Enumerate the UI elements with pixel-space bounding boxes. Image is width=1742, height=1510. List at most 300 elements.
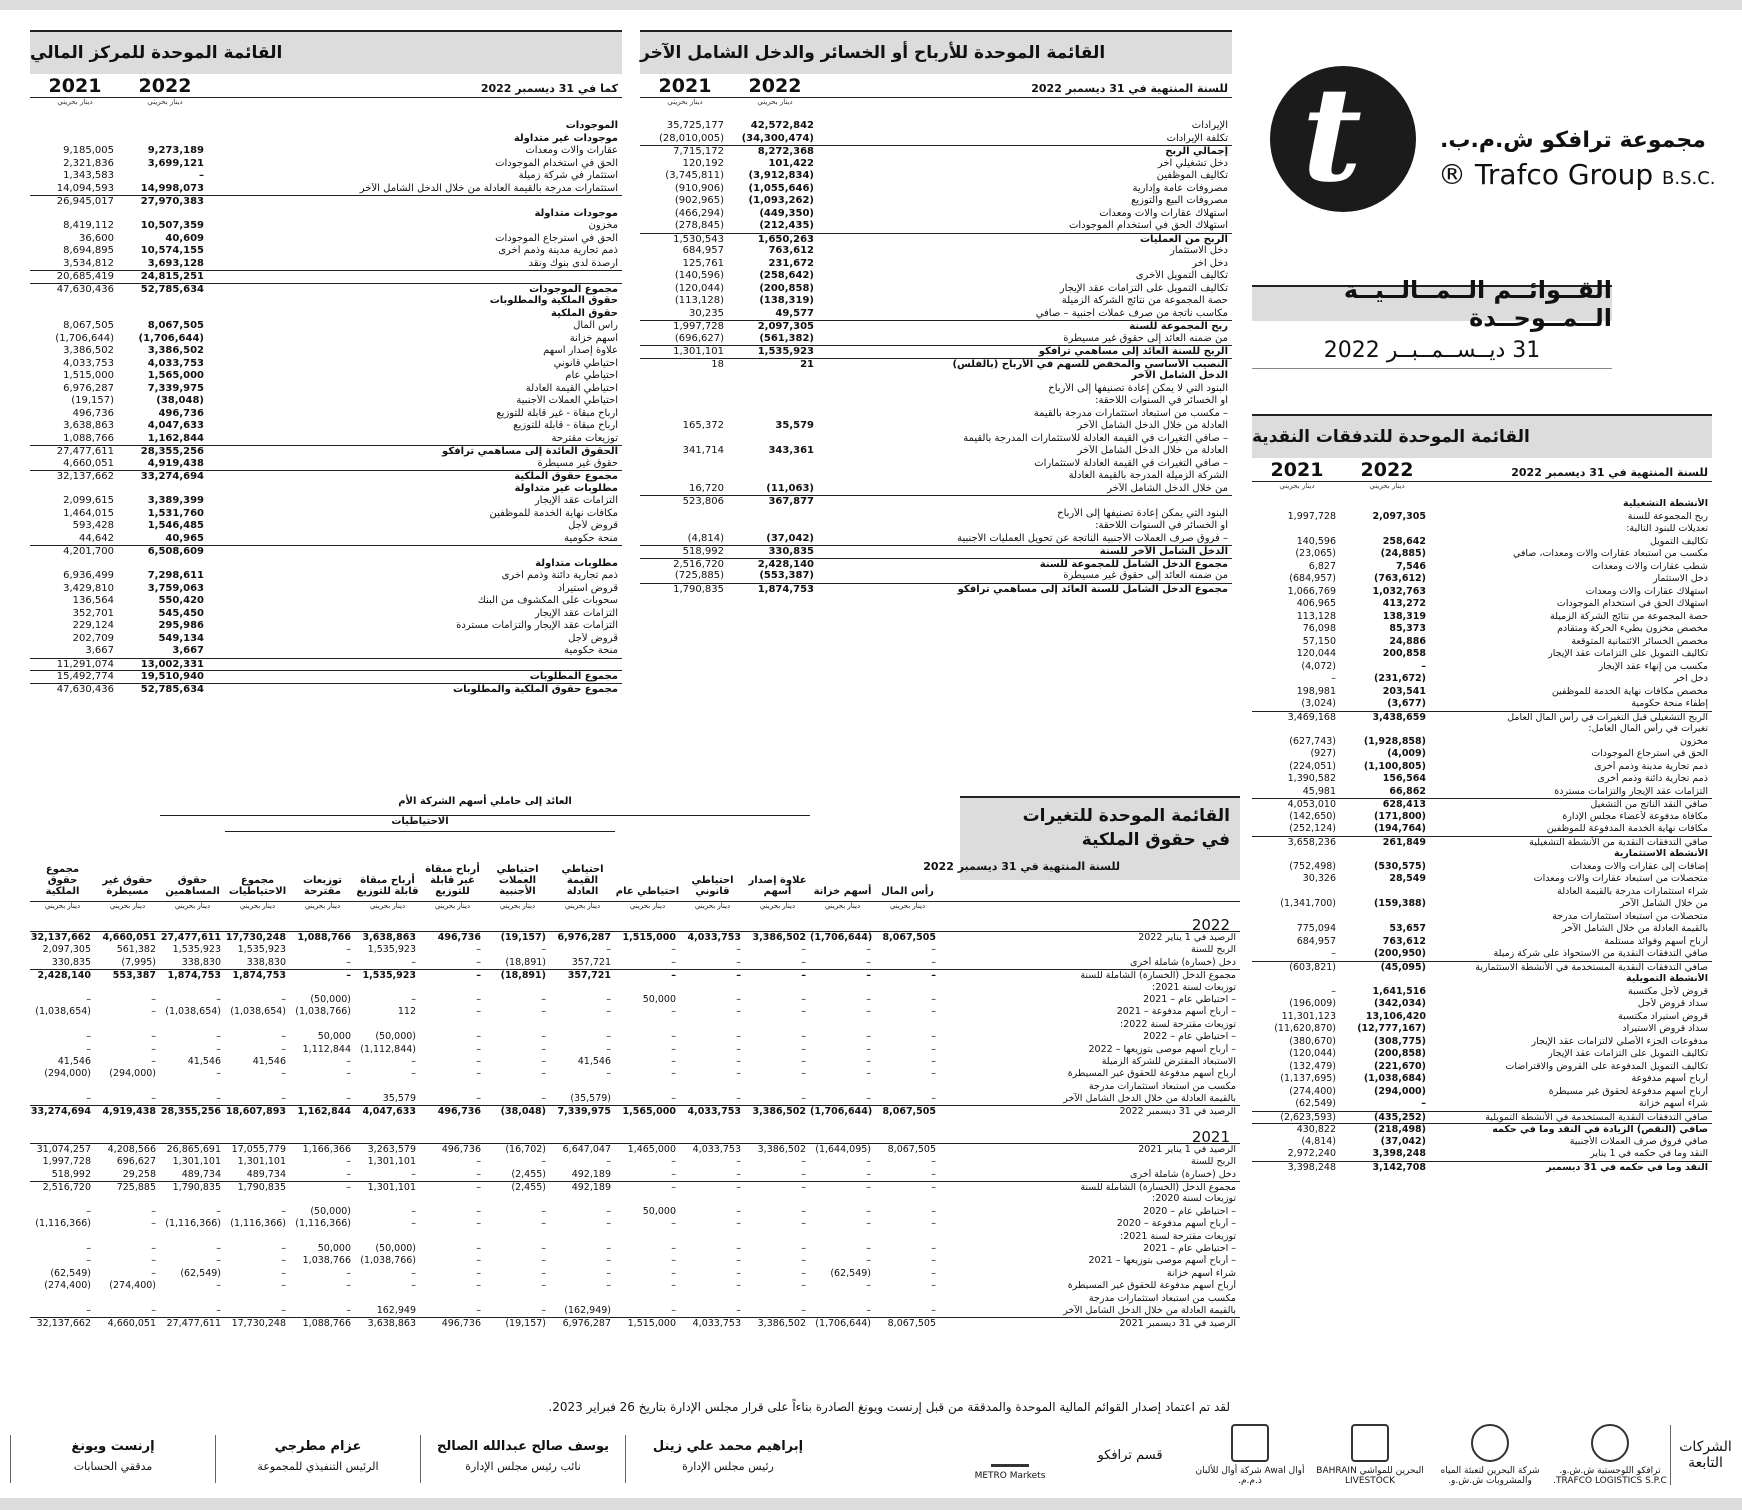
row-label: أسهم خزانة [569, 332, 618, 344]
row-label: دخل (خسارة) شاملة أخرى [1130, 956, 1236, 968]
equity-cell [680, 1193, 745, 1205]
brand-name-ar: مجموعة ترافكو ش.م.ب. [1440, 128, 1706, 153]
equity-cell: – [801, 1093, 806, 1105]
subsidiary-logo-1: ترافكو اللوجستية ش.ش.و. TRAFCO LOGISTICS S.P.C. [1550, 1424, 1670, 1486]
equity-col-unit: دينار بحريني [174, 902, 211, 910]
row-label: تكاليف التمويل على التزامات عقد الإيجار [1548, 648, 1708, 659]
equity-col-unit: دينار بحريني [564, 902, 601, 910]
row-label: مكاسب ناتجة من صرف عملات أجنبية – صافي [1035, 307, 1228, 319]
equity-cell: – [736, 1255, 741, 1267]
equity-cell: – [931, 944, 936, 956]
equity-col-unit: دينار بحريني [434, 902, 471, 910]
value-2021: 6,936,499 [63, 570, 114, 581]
value-2021 [1252, 498, 1342, 511]
statement-row [1252, 848, 1712, 861]
equity-cell: – [931, 993, 936, 1005]
equity-cell: 50,000 [317, 1242, 351, 1254]
equity-cell: – [346, 1304, 351, 1316]
equity-cell: – [541, 1280, 546, 1292]
value-2022: (221,670) [1374, 1060, 1426, 1072]
value-2021: (1,341,700) [1280, 898, 1336, 909]
statement-row [30, 283, 622, 296]
statement-row [30, 370, 622, 383]
section-title: القائمة الموحدة للمركز المالي [30, 30, 622, 74]
equity-cell [550, 1081, 615, 1093]
equity-cell [745, 1081, 810, 1093]
value-2021: 47,630,436 [56, 683, 114, 695]
statement-row [30, 670, 622, 683]
equity-cell: – [86, 1043, 91, 1055]
equity-col-unit: دينار بحريني [239, 902, 276, 910]
value-2021: (725,885) [674, 570, 724, 581]
row-label: – أرباح أسهم مدفوعة – 2020 [1116, 1218, 1236, 1230]
row-label: بالقيمة العادلة من خلال الدخل الشامل الآخر [1063, 1093, 1236, 1105]
equity-cell: 338,830 [181, 956, 221, 968]
row-label: حقوق الملكية [550, 307, 618, 319]
equity-cell: – [866, 1205, 871, 1217]
statement-row [1252, 748, 1712, 761]
row-label: صافي فروق صرف العملات الأجنبية [1569, 1135, 1708, 1147]
row-label: التزامات عقد الإيجار [534, 495, 618, 506]
row-label: مكسب من استبعاد استثمارات مدرجة [1088, 1080, 1236, 1092]
equity-cell: – [541, 1068, 546, 1080]
value-2022: 28,549 [1389, 873, 1426, 884]
value-2022 [120, 558, 210, 571]
equity-cell [95, 1231, 160, 1243]
equity-cell: – [671, 944, 676, 956]
equity-cell: (1,038,766) [360, 1255, 416, 1267]
statement-row [1252, 611, 1712, 624]
statement-row [640, 470, 1232, 483]
row-label: تكاليف التمويل على التزامات عقد الإيجار [1548, 1048, 1708, 1059]
equity-cell: – [346, 1168, 351, 1180]
value-2022: (3,677) [1387, 698, 1426, 709]
equity-cell: – [151, 1055, 156, 1067]
equity-cell [810, 982, 875, 994]
equity-row [30, 1068, 1240, 1080]
value-2022: (194,764) [1374, 823, 1426, 834]
equity-cell: – [931, 1218, 936, 1230]
row-label: مجموع الدخل الشامل للسنة العائد إلى مساهمي ترافكو [957, 583, 1228, 595]
cash-flow-statement: القائمة الموحدة للتدفقات النقدية 2021 2022 للسنة المنتهية في 31 ديسمبر 2022 دينار بحريني دينار بحريني الأنشطة التشغيلية 1,997,728 2,097,305 ربح المجموعة للسنة تعديلات للبنود التالية: 140,596 258,642 تكاليف التمويل (23,065) (24,885) مكسب من استبعاد عقارات وآلات ومعدات، صافي 6,827 7,546 شطب عقارات وآلات ومعدات (684,957) (763,612) دخل الاستثمار 1,066,769 1,032,763 استهلاك عقارات وآلات ومعدات 406,965 413,272 استهلاك الحق في استخدام الموجودات 113,128 138,319 حصة المجموعة من نتائج الشركة الزميلة 76,098 85,373 مخصص مخزون بطيء الحركة ومتقادم 57,150 24,886 مخصص الخسائر الائتمانية المتوقعة 120,044 200,858 تكاليف التمويل على التزامات عقد الإيجار (4,072) – مكسب من إنهاء عقد الإيجار – (231,672) دخل آخر 198,981 203,541 مخصص مكافآت نهاية الخدمة للموظفين (3,024) (3,677) إطفاء منحة حكومية 3,469,168 3,438,659 الربح التشغيلي قبل التغيرات في رأس المال العامل تغيرات في رأس المال العامل: (627,743) (1,928,858) مخزون (927) (4,009) الحق في استرجاع الموجودات (224,051) (1,100,805) ذمم تجارية مدينة وذمم أخرى 1,390,582 156,564 ذمم تجارية دائنة وذمم أخرى 45,981 66,862 التزامات عقد الإيجار والتزامات مستردة 4,053,010 628,413 صافي النقد الناتج من التشغيل (142,650) (171,800) مكافأة مدفوعة لأعضاء مجلس الإدارة (252,124) (194,764) مكافآت نهاية الخدمة المدفوعة للموظفين 3,658,236 261,849 صافي التدفقات النقدية من الأنشطة التشغيلية الأنشطة الاستثمارية (752,498) (530,575) إضافات إلى عقارات وآلات ومعدات 30,326 28,549 متحصلات من استبعاد عقارات وآلات ومعدات شراء استثمارات مدرجة بالقيمة العادلة (1,341,700) (159,388) من خلال الشامل الآخر متحصلات من استبعاد استثمارات مدرجة 775,094 53,657 بالقيمة العادلة من خلال الشامل الآخر 684,957 763,612 أرباح أسهم وفوائد مستلمة – (200,950) صافي التدفقات النقدية من الاستحواذ على شركة زميلة (603,821) (45,095) صافي التدفقات النقدية المستخدمة في الأنشطة الاستثمارية الأنشطة التمويلية – 1,641,516 قروض لأجل مكتسبة (196,009) (342,034) سداد قروض لأجل 11,301,123 13,106,420 قروض استيراد مكتسبة (11,620,870) (12,777,167) سداد قروض الاستيراد (380,670) (308,775) مدفوعات الجزء الأصلي لالتزامات عقد الإيجار (120,044) (200,858) تكاليف التمويل على التزامات عقد الإيجار (132,479) (221,670) تكاليف التمويل المدفوعة على القروض والاقتراضات (1,137,695) (1,038,684) أرباح أسهم مدفوعة (274,400) (294,000) أرباح أسهم مدفوعة لحقوق غير مسيطرة (62,549) – شراء أسهم خزانة (2,623,593) (435,252) صافي التدفقات النقدية المستخدمة في الأنشطة التمويلية 430,822 (218,498) صافي (النقص) الزيادة في النقد وما في حكمه (4,814) (37,042) صافي فروق صرف العملات الأجنبية 2,972,240 3,398,248 النقد وما في حكمه في 1 يناير 3,398,248 3,142,708 النقد وما في حكمه في 31 ديسمبر [1252, 414, 1712, 1173]
equity-cell: (1,706,644) [810, 1106, 873, 1118]
equity-cell: 1,166,366 [302, 1143, 351, 1155]
equity-cell: – [736, 944, 741, 956]
equity-cell: 725,885 [116, 1182, 156, 1194]
value-2021: 30,326 [1302, 873, 1336, 884]
equity-cell: – [476, 1182, 481, 1194]
statement-row [1252, 1111, 1712, 1124]
value-2021: 430,822 [1296, 1124, 1336, 1135]
row-label [820, 496, 1232, 508]
equity-cell: (35,579) [570, 1093, 611, 1105]
value-2022: 3,693,128 [147, 257, 204, 269]
equity-cell: 17,055,779 [231, 1143, 286, 1155]
row-label: الحقوق العائدة إلى مساهمي ترافكو [442, 446, 618, 457]
equity-cell: – [541, 944, 546, 956]
value-2022 [730, 383, 820, 396]
statement-row [1252, 673, 1712, 686]
equity-col-header: احتياطي القيمة العادلة [561, 864, 604, 897]
value-2022: (231,672) [1374, 673, 1426, 684]
equity-cell: – [541, 1093, 546, 1105]
value-2022: 9,273,189 [147, 145, 204, 156]
equity-cell: – [801, 1280, 806, 1292]
equity-cell: 518,992 [51, 1168, 91, 1180]
value-2021 [640, 408, 730, 421]
value-2021 [1252, 523, 1342, 536]
value-2021: (3,024) [1301, 698, 1336, 709]
statement-row [640, 133, 1232, 146]
equity-cell: – [281, 1242, 286, 1254]
statement-row [640, 245, 1232, 258]
equity-cell: – [801, 970, 806, 982]
statement-row [30, 208, 622, 221]
page-top-edge [0, 0, 1742, 10]
equity-cell: – [281, 1043, 286, 1055]
row-label: التزامات عقد الإيجار والتزامات مستردة [456, 620, 618, 631]
value-2022: 3,386,502 [147, 345, 204, 356]
equity-col-unit: دينار بحريني [499, 902, 536, 910]
equity-cell: – [541, 1304, 546, 1316]
value-2022: 1,874,753 [757, 583, 814, 595]
value-2021: 406,965 [1296, 598, 1336, 609]
row-label: – احتياطي عام – 2021 [1143, 1242, 1236, 1254]
equity-cell [615, 982, 680, 994]
value-2022: 1,162,844 [147, 432, 204, 444]
row-label: مصروفات عامة وإدارية [1132, 182, 1228, 194]
equity-row [30, 1156, 1240, 1168]
equity-cell: – [931, 970, 936, 982]
value-2021: 496,736 [72, 407, 114, 419]
value-2022: (171,800) [1374, 810, 1426, 822]
value-2022 [120, 308, 210, 321]
row-label: دخل (خسارة) شاملة أخرى [1130, 1168, 1236, 1180]
equity-col-header: مجموع حقوق الملكية [45, 864, 80, 897]
equity-cell: 8,067,505 [882, 1106, 936, 1118]
row-label: التزامات عقد الإيجار والتزامات مستردة [1554, 785, 1708, 797]
equity-cell: – [151, 1043, 156, 1055]
equity-cell: 3,263,579 [367, 1143, 416, 1155]
statement-row [30, 133, 622, 146]
equity-cell: (1,116,366) [230, 1218, 286, 1230]
statement-row [640, 533, 1232, 546]
equity-cell: 2,097,305 [42, 944, 91, 956]
value-2022: 19,510,940 [140, 671, 204, 682]
equity-cell [225, 1231, 290, 1243]
value-2021: 684,957 [682, 245, 724, 256]
equity-cell: – [801, 1205, 806, 1217]
equity-cell [745, 1293, 810, 1305]
value-2022: 8,272,368 [757, 146, 814, 157]
row-label [210, 196, 622, 208]
value-2021: 1,301,101 [673, 346, 724, 357]
value-2021: 32,137,662 [56, 471, 114, 482]
value-2021: 1,530,543 [673, 233, 724, 245]
equity-cell [95, 982, 160, 994]
statement-row [30, 683, 622, 696]
equity-cell: – [671, 1006, 676, 1018]
value-2021: 4,033,753 [63, 357, 114, 369]
equity-cell [290, 1231, 355, 1243]
value-2021 [640, 508, 730, 521]
equity-cell: 1,515,000 [627, 1318, 676, 1330]
statement-row [640, 195, 1232, 208]
equity-cell: – [476, 956, 481, 968]
equity-cell: – [736, 970, 741, 982]
row-label: الأنشطة الاستثمارية [1613, 848, 1708, 859]
statement-row [30, 170, 622, 183]
equity-cell: – [476, 993, 481, 1005]
equity-cell: – [736, 1218, 741, 1230]
equity-row [30, 1243, 1240, 1255]
equity-cell: – [541, 1205, 546, 1217]
equity-cell: – [606, 1218, 611, 1230]
equity-cell: – [736, 1031, 741, 1043]
value-2021: 57,150 [1302, 635, 1336, 647]
equity-cell: – [346, 1068, 351, 1080]
value-2021: 44,642 [79, 532, 114, 544]
equity-cell: – [671, 1068, 676, 1080]
equity-cell: – [606, 1267, 611, 1279]
row-label: – مكسب من استبعاد استثمارات مدرجة بالقيمة [1033, 407, 1228, 419]
equity-cell: (1,038,654) [35, 1006, 91, 1018]
value-2022: 200,858 [1382, 648, 1426, 659]
equity-cell [875, 1193, 940, 1205]
equity-cell: 4,919,438 [102, 1106, 156, 1118]
row-label: احتياطي قانوني [553, 357, 618, 369]
row-label: من خلال الشامل الآخر [1619, 898, 1708, 909]
equity-cell: (50,000) [375, 1031, 416, 1043]
value-2021: – [1331, 948, 1336, 959]
equity-cell: 8,067,505 [882, 932, 936, 943]
equity-cell: – [671, 1280, 676, 1292]
equity-cell [30, 1081, 95, 1093]
equity-cell: – [151, 1304, 156, 1316]
statement-row [1252, 536, 1712, 549]
value-2022: 3,398,248 [1372, 1148, 1426, 1159]
equity-cell: 4,208,566 [107, 1143, 156, 1155]
statement-row [1252, 1086, 1712, 1099]
row-label: دخل الاستثمار [1170, 245, 1228, 256]
statement-row [30, 595, 622, 608]
equity-cell: – [281, 1205, 286, 1217]
value-2021: 523,806 [682, 496, 724, 507]
row-label: الربح التشغيلي قبل التغيرات في رأس المال العامل [1507, 711, 1708, 723]
equity-cell: – [216, 1093, 221, 1105]
row-label: استهلاك الحق في استخدام الموجودات [1068, 220, 1228, 231]
equity-cell: 27,477,611 [166, 1318, 221, 1330]
equity-cell: – [86, 1031, 91, 1043]
value-2022: 7,339,975 [147, 382, 204, 394]
equity-cell [550, 982, 615, 994]
equity-row [30, 1031, 1240, 1043]
equity-cell: – [606, 1068, 611, 1080]
value-2021: 4,053,010 [1287, 799, 1336, 810]
row-label: موجودات متداولة [534, 207, 618, 219]
row-label: الحق في استخدام الموجودات [495, 157, 618, 169]
equity-cell [225, 1081, 290, 1093]
equity-cell: 8,067,505 [887, 1318, 936, 1330]
statement-row [1252, 886, 1712, 899]
equity-cell: – [606, 1031, 611, 1043]
equity-cell [160, 1231, 225, 1243]
value-2022: 10,574,155 [140, 245, 204, 256]
equity-cell [810, 1019, 875, 1031]
equity-cell: – [671, 1043, 676, 1055]
value-2021: 3,658,236 [1287, 836, 1336, 848]
value-2022: (561,382) [759, 332, 814, 344]
equity-row [30, 1231, 1240, 1243]
statement-row [1252, 911, 1712, 924]
equity-row [30, 1268, 1240, 1280]
value-2021: 1,088,766 [63, 432, 114, 444]
row-label: مكافآت نهاية الخدمة للموظفين [489, 507, 618, 519]
equity-cell: – [606, 1280, 611, 1292]
equity-cell: 1,465,000 [627, 1143, 676, 1155]
equity-row [30, 1169, 1240, 1181]
value-2022 [730, 408, 820, 421]
equity-cell: 18,607,893 [225, 1106, 286, 1118]
value-2022: 496,736 [158, 407, 204, 419]
equity-cell: – [606, 1156, 611, 1168]
equity-col-header: احتياطي عام [615, 886, 680, 897]
equity-cell: – [866, 956, 871, 968]
row-label: تكاليف التمويل على التزامات عقد الإيجار [1059, 282, 1228, 294]
equity-col-unit: دينار بحريني [304, 902, 341, 910]
equity-row [30, 1056, 1240, 1068]
value-2021: 113,128 [1296, 610, 1336, 622]
row-label: إجمالي الربح [1165, 146, 1228, 157]
statement-row [640, 395, 1232, 408]
equity-col-header: احتياطي العملات الأجنبية [496, 864, 539, 897]
value-2022: 628,413 [1382, 799, 1426, 810]
value-2022 [730, 470, 820, 483]
equity-cell [485, 1231, 550, 1243]
value-2022 [1342, 886, 1432, 899]
equity-cell: – [931, 1031, 936, 1043]
statement-row [640, 345, 1232, 358]
equity-cell: – [151, 1006, 156, 1018]
row-label: توزيعات مقترحة لسنة 2022: [1120, 1018, 1236, 1030]
statement-row [1252, 973, 1712, 986]
value-2021: 3,386,502 [63, 345, 114, 356]
row-label: صافي التدفقات النقدية المستخدمة في الأنشطة الاستثمارية [1475, 961, 1708, 973]
equity-cell [680, 1019, 745, 1031]
equity-cell [355, 1081, 420, 1093]
value-2021 [30, 208, 120, 221]
statement-row [640, 445, 1232, 458]
row-label: الرصيد في 31 ديسمبر 2022 [1119, 1106, 1236, 1118]
equity-cell [160, 1193, 225, 1205]
equity-cell: – [541, 1006, 546, 1018]
equity-cell [355, 982, 420, 994]
value-2022: 413,272 [1382, 598, 1426, 609]
value-2022: 3,699,121 [147, 157, 204, 169]
value-2021: 136,564 [72, 595, 114, 606]
equity-year-2022: 2022 [1191, 916, 1230, 934]
equity-cell: 4,047,633 [362, 1106, 416, 1118]
equity-cell: 1,301,101 [367, 1156, 416, 1168]
subsidiary-logo-2: شركة البحرين لتعبئة المياه والمشروبات ش.ش.و. [1430, 1424, 1550, 1486]
value-2021: 593,428 [72, 520, 114, 531]
statement-row [1252, 936, 1712, 949]
statement-row [1252, 561, 1712, 574]
value-2022: 13,106,420 [1365, 1010, 1426, 1022]
equity-cell: 1,088,766 [302, 1318, 351, 1330]
value-2021 [640, 370, 730, 383]
value-2022 [730, 395, 820, 408]
equity-cell: 17,730,248 [231, 1318, 286, 1330]
statement-row [1252, 823, 1712, 836]
equity-cell: 553,387 [112, 970, 156, 982]
equity-cell: – [866, 993, 871, 1005]
value-2022 [730, 458, 820, 471]
equity-cell [290, 1293, 355, 1305]
value-2021 [640, 470, 730, 483]
equity-cell: – [476, 1168, 481, 1180]
value-2021: 120,192 [682, 157, 724, 169]
equity-cell: (1,116,366) [295, 1218, 351, 1230]
row-label [210, 546, 622, 558]
equity-cell: – [931, 1055, 936, 1067]
equity-cell: 357,721 [567, 970, 611, 982]
statement-row [640, 333, 1232, 346]
row-label: صافي التدفقات النقدية من الاستحواذ على شركة زميلة [1493, 948, 1708, 959]
value-2022 [1342, 911, 1432, 924]
equity-cell: – [736, 1093, 741, 1105]
statement-row [30, 433, 622, 446]
equity-cell: – [216, 1043, 221, 1055]
statement-row [1252, 923, 1712, 936]
statement-row [1252, 623, 1712, 636]
value-2021: 518,992 [682, 546, 724, 557]
value-2022: (200,858) [1374, 1048, 1426, 1059]
row-label: تكلفة الإيرادات [1166, 132, 1228, 144]
equity-cell: (50,000) [310, 1205, 351, 1217]
equity-cell [160, 1081, 225, 1093]
equity-cell: – [866, 1031, 871, 1043]
equity-cell: – [736, 1055, 741, 1067]
row-label: سداد قروض الاستيراد [1622, 1023, 1708, 1034]
equity-row [30, 1193, 1240, 1205]
value-2021: (910,906) [674, 182, 724, 194]
statement-row [30, 470, 622, 483]
equity-changes-statement: العائد إلى حاملي أسهم الشركة الأم الاحتياطيات القائمة الموحدة للتغيرات في حقوق الملكية مجموع حقوق الملكية حقوق غير مسيطرة حقوق المساهمين مجموع الاحتياطيات توزيعات مقترحة أرباح مبقاة قابلة للتوزيع أرباح مبقاة غير قابلة للتوزيع احتياطي العملات الأجنبية احتياطي القيمة العادلة احتياطي عام احتياطي قانوني علاوة إصدار أسهم أسهم خزانة رأس المال دينار بحريني دينار بحريني دينار بحريني دينار بحريني دينار بحريني دينار بحريني دينار بحريني دينار بحريني دينار بحريني دينار بحريني دينار بحريني دينار بحريني دينار بحريني دينار بحريني للسنة المنتهية في 31 ديسمبر 2022 2022 32,137,662 4,660,051 27,477,611 17,730,248 1,088,766 3,638,863 496,736 (19,157) 6,976,287 1,515,000 4,033,753 3,386,502 (1,706,644) 8,067,505 الرصيد في 1 يناير 2022 2,097,305 561,382 1,535,923 1,535,923 – 1,535,923 – – – – – – – – الربح للسنة 330,835 (7,995) 338,830 338,830 – – – (18,891) 357,721 – – – – – دخل (خسارة) شاملة أخرى 2,428,140 553,387 1,874,753 1,874,753 – 1,535,923 – (18,891) 357,721 – – – – – مجموع الدخل (الخسارة) الشاملة للسنة توزيعات لسنة 2021: – – – – (50,000) – – – – 50,000 – – – – – احتياطي عام – 2021 (1,038,654) – (1,038,654) (1,038,654) (1,038,766) 112 – – – – – – – – – أرباح أسهم مدفوعة – 2021 توزيعات مقترحة لسنة 2022: – – – – 50,000 (50,000) – – – – – – – – – احتياطي عام – 2022 – – – – 1,112,844 (1,112,844) – – – – – – – – – أرباح أسهم موصى بتوزيعها – 2022 41,546 – 41,546 41,546 – – – – 41,546 – – – – – الاستبعاد المفترض للشركة الزميلة (294,000) (294,000) – – – – – – – – – – – – أرباح أسهم مدفوعة للحقوق غير المسيطرة مكسب من استبعاد استثمارات مدرجة – – – – – 35,579 – – (35,579) – – – – – بالقيمة العادلة من خلال الدخل الشامل الآخر 33,274,694 4,919,438 28,355,256 18,607,893 1,162,844 4,047,633 496,736 (38,048) 7,339,975 1,565,000 4,033,753 3,386,502 (1,706,644) 8,067,505 الرصيد في 31 ديسمبر 2022 2021 31,074,257 4,208,566 26,865,691 17,055,779 1,166,366 3,263,579 496,736 (16,702) 6,647,047 1,465,000 4,033,753 3,386,502 (1,644,095) 8,067,505 الرصيد في 1 يناير 2021 1,997,728 696,627 1,301,101 1,301,101 – 1,301,101 – – – – – – – – الربح للسنة 518,992 29,258 489,734 489,734 – – – (2,455) 492,189 – – – – – دخل (خسارة) شاملة أخرى 2,516,720 725,885 1,790,835 1,790,835 – 1,301,101 – (2,455) 492,189 – – – – – مجموع الدخل (الخسارة) الشاملة للسنة توزيعات لسنة 2020: – – – – (50,000) – – – – 50,000 – – – – – احتياطي عام – 2020 (1,116,366) – (1,116,366) (1,116,366) (1,116,366) – – – – – – – – – – أرباح أسهم مدفوعة – 2020 توزيعات مقترحة لسنة 2021: – – – – 50,000 (50,000) – – – – – – – – – احتياطي عام – 2021 – – – – 1,038,766 (1,038,766) – – – – – – – – – أرباح أسهم موصى بتوزيعها – 2021 (62,549) – (62,549) – – – – – – – – – (62,549) – شراء أسهم خزانة (274,400) (274,400) – – – – – – – – – – – – أرباح أسهم مدفوعة للحقوق غير المسيطرة مكسب من استبعاد استثمارات مدرجة – – – – – 162,949 – – (162,949) – – – – – بالقيمة العادلة من خلال الدخل الشامل الآخر 32,137,662 4,660,051 27,477,611 17,730,248 1,088,766 3,638,863 496,736 (19,157) 6,976,287 1,515,000 4,033,753 3,386,502 (1,706,644) 8,067,505 الرصيد في 31 ديسمبر 2021 [30, 796, 1240, 1330]
equity-cell: (50,000) [310, 993, 351, 1005]
equity-cell: (1,706,644) [815, 1318, 871, 1330]
equity-cell: 1,874,753 [232, 970, 286, 982]
row-label: مجموع الموجودات [529, 283, 618, 295]
value-2022: (1,093,262) [748, 195, 814, 206]
equity-cell: 4,033,753 [692, 1318, 741, 1330]
equity-cell: – [736, 993, 741, 1005]
equity-cell: – [281, 1255, 286, 1267]
equity-cell [420, 1081, 485, 1093]
equity-cell: – [736, 1043, 741, 1055]
statement-row [640, 283, 1232, 296]
equity-cell: – [931, 1242, 936, 1254]
equity-cell: (274,400) [109, 1280, 156, 1292]
equity-cell: (1,112,844) [360, 1043, 416, 1055]
equity-cell: – [216, 1280, 221, 1292]
equity-cell [680, 982, 745, 994]
signature-block: إبراهيم محمد علي زينل رئيس مجلس الإدارة [625, 1435, 830, 1483]
row-label: مكافآت نهاية الخدمة المدفوعة للموظفين [1546, 823, 1708, 834]
equity-cell: 6,647,047 [562, 1143, 611, 1155]
equity-cell: – [671, 956, 676, 968]
equity-cell: 50,000 [642, 1205, 676, 1217]
